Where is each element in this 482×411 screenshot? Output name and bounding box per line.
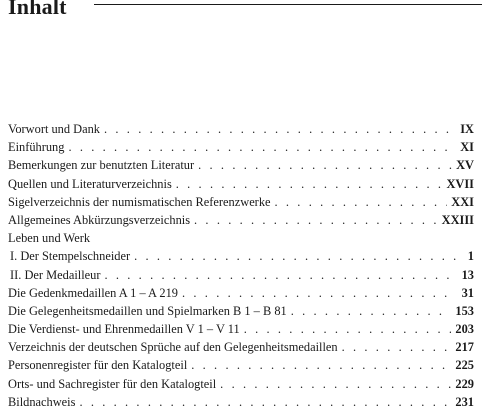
toc-leader-dots (220, 375, 451, 393)
toc-entry (8, 229, 474, 247)
page-title: Inhalt (8, 0, 67, 19)
table-of-contents (8, 120, 474, 411)
toc-leader-dots (342, 338, 452, 356)
toc-leader-dots (104, 120, 456, 138)
toc-entry-label: Bildnachweis (8, 394, 76, 409)
toc-entry-label: Die Gelegenheitsmedaillen und Spielmarken B 1 – B 81 (8, 303, 287, 318)
toc-entry (8, 284, 474, 302)
toc-entry-page-number: 13 (461, 267, 474, 282)
toc-entry (8, 120, 474, 138)
toc-leader-dots (191, 356, 451, 374)
toc-entry (8, 338, 474, 356)
toc-entry-page-number: XV (456, 158, 474, 173)
toc-entry-page-number: XXIII (441, 212, 474, 227)
toc-entry (8, 320, 474, 338)
toc-entry-label: Bemerkungen zur benutzten Literatur (8, 158, 195, 173)
toc-entry-page-number: 1 (467, 249, 474, 264)
toc-entry-page-number: 203 (455, 322, 474, 337)
toc-entry (8, 138, 474, 156)
toc-entry (8, 375, 474, 393)
toc-entry-page-number: XI (460, 140, 474, 155)
toc-entry-page-number: IX (460, 122, 474, 136)
toc-leader-dots (291, 302, 452, 320)
toc-leader-dots (79, 393, 451, 411)
toc-entry-page-number: 31 (461, 285, 474, 300)
title-rule (94, 4, 482, 5)
toc-entry-label: Personenregister für den Katalogteil (8, 358, 188, 373)
toc-leader-dots (194, 211, 438, 229)
toc-entry-label: Die Verdienst- und Ehrenmedaillen V 1 – V 11 (8, 322, 240, 337)
toc-entry-label: Verzeichnis der deutschen Sprüche auf den Gelegenheitsmedaillen (8, 340, 338, 355)
toc-entry-page-number: 217 (455, 340, 474, 355)
toc-entry-label: I. Der Stempelschneider (10, 249, 131, 264)
toc-entry (8, 175, 474, 193)
toc-leader-dots (176, 175, 443, 193)
toc-entry-label: Allgemeines Abkürzungsverzeichnis (8, 212, 191, 227)
toc-entry-page-number: 225 (455, 358, 474, 373)
toc-entry-label: Orts- und Sachregister für den Katalogteil (8, 376, 217, 391)
toc-entry-label: Quellen und Literaturverzeichnis (8, 176, 172, 191)
toc-leader-dots (68, 138, 456, 156)
toc-entry-label: II. Der Medailleur (10, 267, 101, 282)
toc-leader-dots (244, 320, 452, 338)
toc-entry-label: Leben und Werk (8, 231, 91, 246)
toc-entry (8, 156, 474, 174)
toc-entry-label: Sigelverzeichnis der numismatischen Referenzwerke (8, 194, 271, 209)
toc-entry-label: Die Gedenkmedaillen A 1 – A 219 (8, 285, 179, 300)
toc-entry-page-number: 153 (455, 303, 474, 318)
toc-entry-page-number: XXI (451, 194, 474, 209)
toc-entry-page-number: 231 (455, 394, 474, 409)
toc-entry-label: Vorwort und Dank (8, 122, 101, 136)
toc-leader-dots (134, 247, 456, 265)
toc-leader-dots (275, 193, 448, 211)
toc-entry (8, 302, 474, 320)
toc-entry (8, 193, 474, 211)
toc-leader-dots (198, 156, 452, 174)
toc-entry-page-number: XVII (446, 176, 474, 191)
toc-entry-page-number: 229 (455, 376, 474, 391)
toc-leader-dots (104, 266, 456, 284)
toc-leader-dots (182, 284, 456, 302)
toc-entry (8, 393, 474, 411)
toc-entry (8, 211, 474, 229)
toc-entry (8, 247, 474, 265)
toc-entry-label: Einführung (8, 140, 65, 155)
toc-entry (8, 266, 474, 284)
toc-entry (8, 356, 474, 374)
